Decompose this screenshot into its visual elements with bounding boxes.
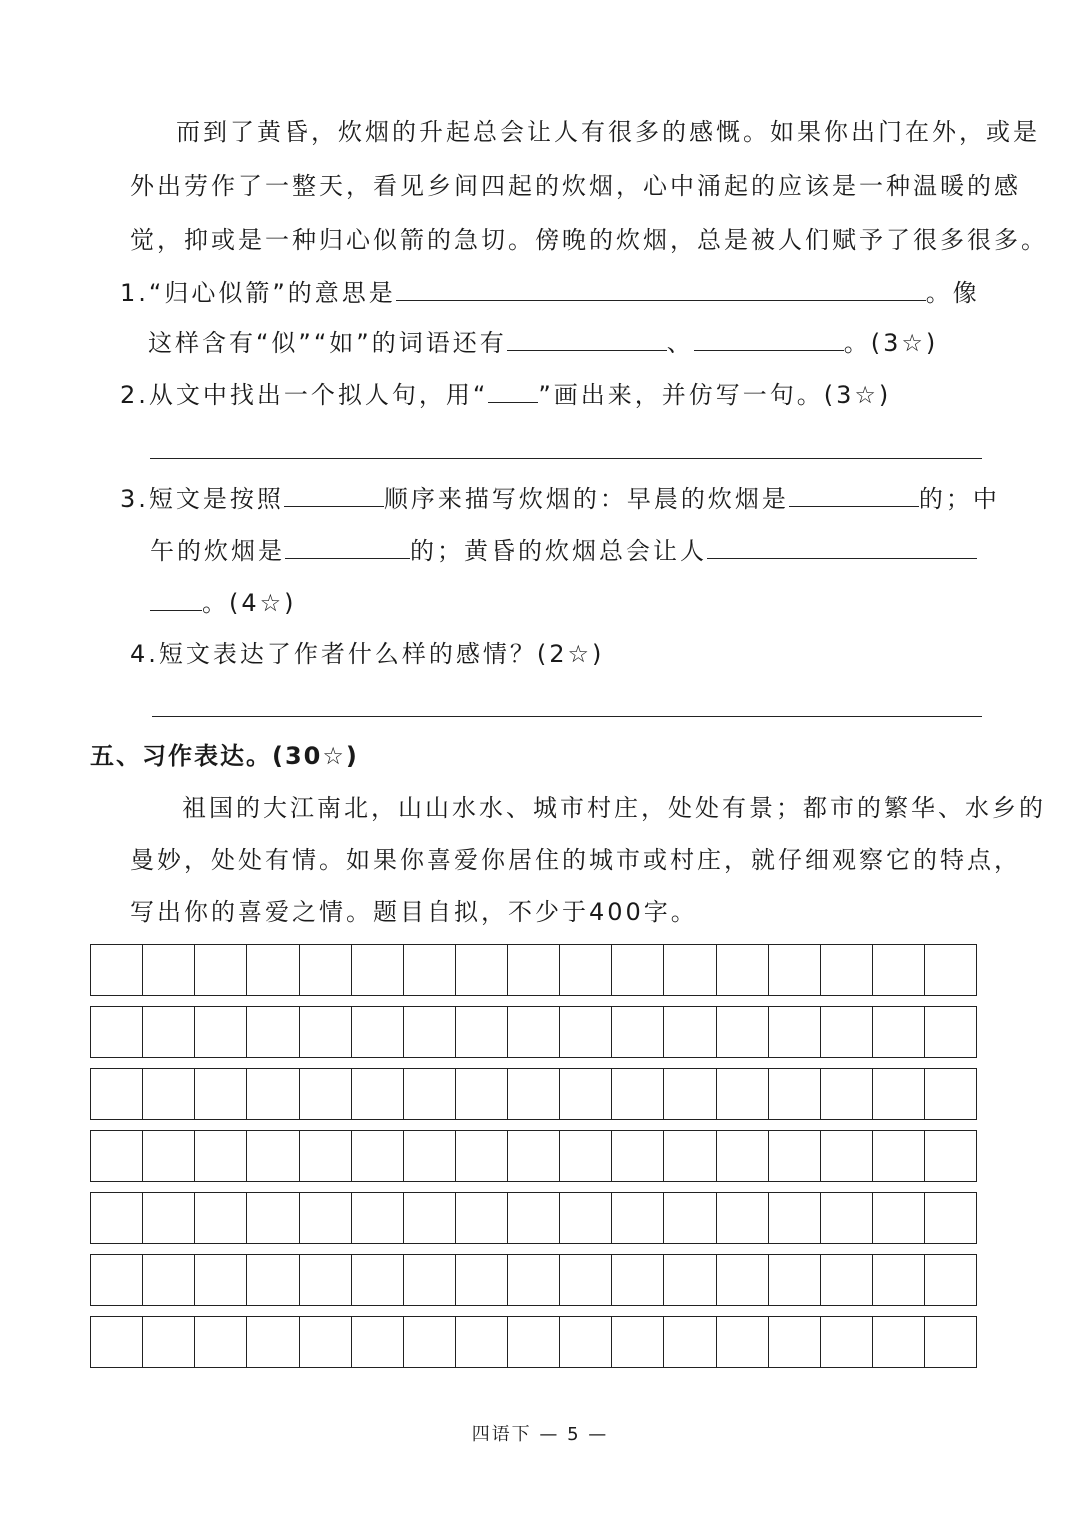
grid-cell[interactable]: [873, 1069, 925, 1119]
grid-cell[interactable]: [247, 1069, 299, 1119]
question-1: [120, 276, 980, 309]
q1-text-a: 1.“归心似箭”的意思是: [120, 279, 396, 307]
grid-cell[interactable]: [195, 1317, 247, 1367]
section-5-prompt-line-3: 写出你的喜爱之情。题目自拟，不少于400字。: [130, 898, 698, 926]
section-5-prompt-line-2: 曼妙，处处有情。如果你喜爱你居住的城市或村庄，就仔细观察它的特点，: [130, 846, 1021, 874]
q3-evening-blank-cont[interactable]: [150, 586, 202, 611]
grid-cell[interactable]: [300, 1007, 352, 1057]
grid-cell[interactable]: [143, 1255, 195, 1305]
grid-cell[interactable]: [560, 1193, 612, 1243]
grid-cell[interactable]: [612, 1131, 664, 1181]
passage-line-3: 觉，抑或是一种归心似箭的急切。傍晚的炊烟，总是被人们赋予了很多很多。: [130, 226, 1048, 254]
q2-answer-line[interactable]: [150, 458, 982, 459]
grid-cell[interactable]: [769, 945, 821, 995]
question-4: 4.短文表达了作者什么样的感情？(2☆): [130, 640, 605, 668]
grid-cell[interactable]: [456, 1069, 508, 1119]
grid-cell[interactable]: [717, 1007, 769, 1057]
grid-cell[interactable]: [300, 1131, 352, 1181]
q2-underline-mark: [488, 378, 538, 403]
grid-cell[interactable]: [821, 1193, 873, 1243]
grid-cell[interactable]: [300, 1317, 352, 1367]
grid-cell[interactable]: [925, 1193, 976, 1243]
grid-cell[interactable]: [769, 1131, 821, 1181]
grid-cell[interactable]: [560, 1317, 612, 1367]
grid-cell[interactable]: [352, 1317, 404, 1367]
grid-cell[interactable]: [195, 1007, 247, 1057]
grid-cell[interactable]: [873, 1255, 925, 1305]
grid-cell[interactable]: [873, 1193, 925, 1243]
grid-cell[interactable]: [404, 945, 456, 995]
grid-cell[interactable]: [456, 1007, 508, 1057]
question-1-line-2: [148, 326, 938, 359]
grid-cell[interactable]: [352, 1193, 404, 1243]
grid-row: [90, 1068, 977, 1120]
grid-cell[interactable]: [925, 1255, 976, 1305]
grid-cell[interactable]: [404, 1007, 456, 1057]
grid-cell[interactable]: [508, 1007, 560, 1057]
grid-cell[interactable]: [612, 1317, 664, 1367]
grid-cell[interactable]: [873, 1131, 925, 1181]
question-3-line-3: [150, 586, 297, 619]
writing-grid[interactable]: [90, 944, 977, 1368]
q3-text-e: 的；黄昏的炊烟总会让人: [410, 537, 707, 565]
grid-row: [90, 1130, 977, 1182]
grid-cell[interactable]: [404, 1317, 456, 1367]
grid-cell[interactable]: [560, 1069, 612, 1119]
grid-cell[interactable]: [664, 1255, 716, 1305]
q3-morning-blank[interactable]: [789, 482, 919, 507]
grid-cell[interactable]: [717, 945, 769, 995]
grid-cell[interactable]: [247, 945, 299, 995]
q1-text-c: 这样含有“似”“如”的词语还有: [148, 329, 507, 357]
grid-cell[interactable]: [352, 1069, 404, 1119]
grid-cell[interactable]: [404, 1193, 456, 1243]
grid-cell[interactable]: [91, 1069, 143, 1119]
grid-cell[interactable]: [91, 1007, 143, 1057]
q1-text-d: 、: [666, 329, 694, 357]
q3-noon-blank[interactable]: [285, 534, 410, 559]
grid-cell[interactable]: [247, 1193, 299, 1243]
grid-cell[interactable]: [404, 1255, 456, 1305]
grid-cell[interactable]: [560, 1007, 612, 1057]
grid-cell[interactable]: [91, 1255, 143, 1305]
grid-cell[interactable]: [91, 1317, 143, 1367]
grid-cell[interactable]: [195, 1069, 247, 1119]
grid-row: [90, 1316, 977, 1368]
grid-cell[interactable]: [560, 945, 612, 995]
grid-cell[interactable]: [873, 1317, 925, 1367]
grid-cell[interactable]: [717, 1193, 769, 1243]
q3-order-blank[interactable]: [284, 482, 384, 507]
q1-text-b: 。像: [925, 279, 980, 307]
grid-cell[interactable]: [717, 1317, 769, 1367]
grid-cell[interactable]: [873, 945, 925, 995]
grid-cell[interactable]: [404, 1131, 456, 1181]
grid-cell[interactable]: [769, 1007, 821, 1057]
grid-cell[interactable]: [925, 1131, 976, 1181]
grid-cell[interactable]: [769, 1069, 821, 1119]
grid-cell[interactable]: [456, 1131, 508, 1181]
grid-cell[interactable]: [195, 1193, 247, 1243]
grid-cell[interactable]: [352, 945, 404, 995]
q3-text-f: 。(4☆): [202, 589, 297, 617]
grid-cell[interactable]: [717, 1255, 769, 1305]
grid-cell[interactable]: [508, 1193, 560, 1243]
question-3-line-2: [150, 534, 977, 567]
grid-cell[interactable]: [456, 1317, 508, 1367]
grid-cell[interactable]: [664, 1131, 716, 1181]
grid-cell[interactable]: [769, 1255, 821, 1305]
grid-cell[interactable]: [143, 1007, 195, 1057]
grid-cell[interactable]: [143, 945, 195, 995]
grid-cell[interactable]: [247, 1007, 299, 1057]
q3-text-c: 的；中: [918, 485, 1000, 513]
grid-cell[interactable]: [560, 1255, 612, 1305]
grid-cell[interactable]: [925, 1007, 976, 1057]
grid-cell[interactable]: [612, 1193, 664, 1243]
q1-text-e: 。(3☆): [843, 329, 939, 357]
grid-cell[interactable]: [91, 1193, 143, 1243]
grid-cell[interactable]: [612, 945, 664, 995]
grid-cell[interactable]: [560, 1131, 612, 1181]
q4-answer-line[interactable]: [152, 716, 982, 717]
q1-meaning-blank[interactable]: [396, 276, 926, 301]
grid-cell[interactable]: [352, 1007, 404, 1057]
grid-row: [90, 944, 977, 996]
q3-text-a: 3.短文是按照: [120, 485, 284, 513]
grid-cell[interactable]: [821, 1069, 873, 1119]
grid-cell[interactable]: [143, 1131, 195, 1181]
grid-cell[interactable]: [925, 1317, 976, 1367]
grid-cell[interactable]: [300, 945, 352, 995]
q3-evening-blank[interactable]: [707, 534, 977, 559]
grid-cell[interactable]: [612, 1007, 664, 1057]
grid-cell[interactable]: [91, 1131, 143, 1181]
q3-text-b: 顺序来描写炊烟的：早晨的炊烟是: [383, 485, 789, 513]
grid-cell[interactable]: [612, 1069, 664, 1119]
grid-cell[interactable]: [925, 1069, 976, 1119]
grid-cell[interactable]: [456, 945, 508, 995]
grid-cell[interactable]: [247, 1255, 299, 1305]
question-2: [120, 378, 891, 411]
grid-cell[interactable]: [508, 1255, 560, 1305]
grid-cell[interactable]: [612, 1255, 664, 1305]
grid-cell[interactable]: [717, 1131, 769, 1181]
grid-cell[interactable]: [664, 1317, 716, 1367]
grid-cell[interactable]: [143, 1193, 195, 1243]
q3-text-d: 午的炊烟是: [150, 537, 285, 565]
grid-row: [90, 1254, 977, 1306]
section-5-heading: 五、习作表达。(30☆): [90, 742, 359, 770]
grid-cell[interactable]: [664, 945, 716, 995]
grid-row: [90, 1192, 977, 1244]
grid-cell[interactable]: [769, 1193, 821, 1243]
grid-cell[interactable]: [508, 1317, 560, 1367]
q1-word-blank-2[interactable]: [694, 326, 844, 351]
grid-cell[interactable]: [143, 1317, 195, 1367]
grid-cell[interactable]: [143, 1069, 195, 1119]
section-5-prompt-line-1: 祖国的大江南北，山山水水、城市村庄，处处有景；都市的繁华、水乡的: [182, 794, 1046, 822]
grid-cell[interactable]: [352, 1255, 404, 1305]
grid-cell[interactable]: [300, 1255, 352, 1305]
grid-cell[interactable]: [300, 1069, 352, 1119]
grid-cell[interactable]: [873, 1007, 925, 1057]
grid-cell[interactable]: [821, 1007, 873, 1057]
grid-cell[interactable]: [352, 1131, 404, 1181]
grid-cell[interactable]: [664, 1007, 716, 1057]
grid-cell[interactable]: [91, 945, 143, 995]
question-3: [120, 482, 1000, 515]
passage-line-2: 外出劳作了一整天，看见乡间四起的炊烟，心中涌起的应该是一种温暖的感: [130, 172, 1021, 200]
grid-cell[interactable]: [247, 1131, 299, 1181]
grid-cell[interactable]: [664, 1069, 716, 1119]
grid-cell[interactable]: [195, 1131, 247, 1181]
q2-text-a: 2.从文中找出一个拟人句，用“: [120, 381, 489, 409]
grid-cell[interactable]: [821, 1317, 873, 1367]
grid-cell[interactable]: [195, 1255, 247, 1305]
grid-cell[interactable]: [508, 1131, 560, 1181]
page-footer: 四语下 — 5 —: [471, 1424, 609, 1445]
grid-row: [90, 1006, 977, 1058]
grid-cell[interactable]: [456, 1193, 508, 1243]
grid-cell[interactable]: [404, 1069, 456, 1119]
q1-word-blank-1[interactable]: [507, 326, 667, 351]
q2-text-b: ”画出来，并仿写一句。(3☆): [538, 381, 892, 409]
grid-cell[interactable]: [664, 1193, 716, 1243]
grid-cell[interactable]: [456, 1255, 508, 1305]
grid-cell[interactable]: [300, 1193, 352, 1243]
grid-cell[interactable]: [925, 945, 976, 995]
grid-cell[interactable]: [821, 1131, 873, 1181]
passage-line-1: 而到了黄昏，炊烟的升起总会让人有很多的感慨。如果你出门在外，或是: [176, 118, 1040, 146]
grid-cell[interactable]: [821, 1255, 873, 1305]
grid-cell[interactable]: [821, 945, 873, 995]
grid-cell[interactable]: [247, 1317, 299, 1367]
grid-cell[interactable]: [508, 1069, 560, 1119]
grid-cell[interactable]: [717, 1069, 769, 1119]
grid-cell[interactable]: [195, 945, 247, 995]
grid-cell[interactable]: [508, 945, 560, 995]
grid-cell[interactable]: [769, 1317, 821, 1367]
